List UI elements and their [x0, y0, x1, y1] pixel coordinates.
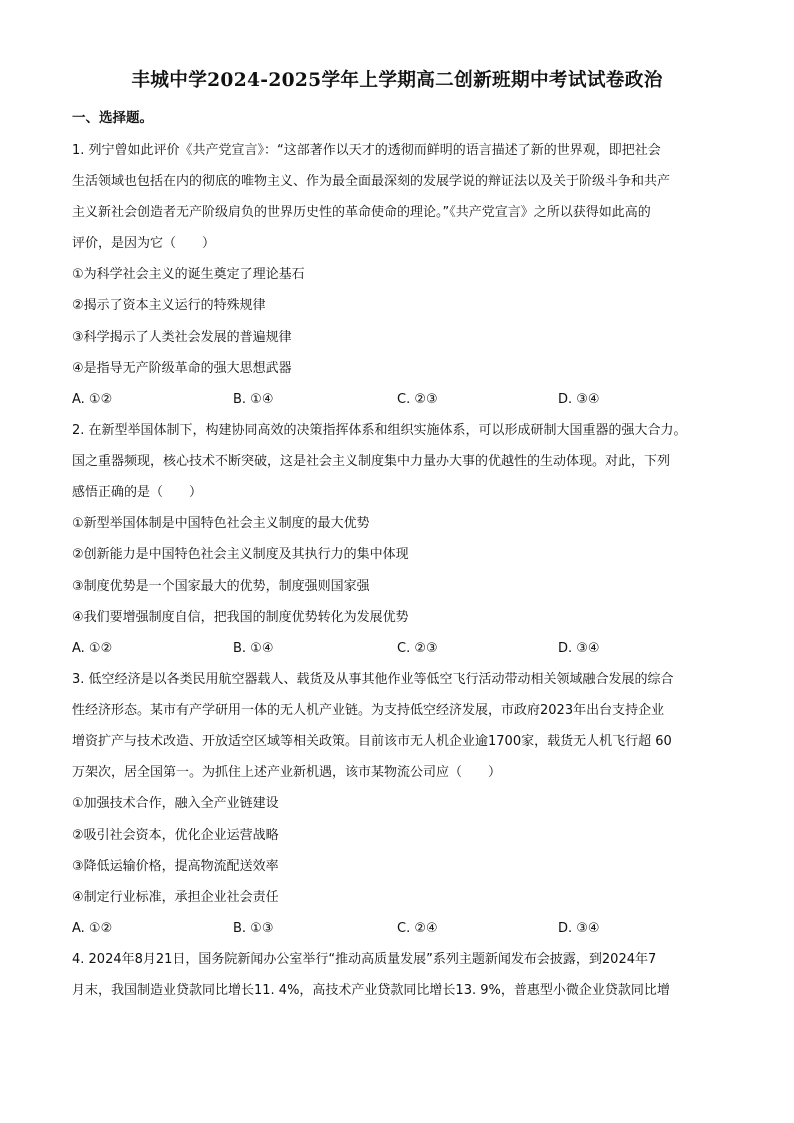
- q3-stem-line-4: 万架次，居全国第一。为抓住上述产业新机遇，该市某物流公司应（ ）: [72, 765, 502, 780]
- q1-options: [72, 391, 732, 409]
- q3-stem-line-2: 性经济形态。某市有产学研用一体的无人机产业链。为支持低空经济发展，市政府2023年出台支持企业: [72, 703, 665, 718]
- q2-stem-line-1: 2. 在新型举国体制下，构建协同高效的决策指挥体系和组织实施体系，可以形成研制大国重器的强大合力。: [72, 423, 687, 438]
- q2-option-c: C. ②③: [397, 641, 438, 656]
- q4-stem-line-1: 4. 2024年8月21日，国务院新闻办公室举行“推动高质量发展”系列主题新闻发布会披露，到2024年7: [72, 952, 657, 967]
- q2-item-2: ②创新能力是中国特色社会主义制度及其执行力的集中体现: [72, 547, 409, 562]
- q1-item-3: ③科学揭示了人类社会发展的普遍规律: [72, 330, 292, 345]
- q3-option-b: B. ①③: [233, 921, 274, 936]
- q3-option-c: C. ②④: [397, 921, 438, 936]
- q1-item-1: ①为科学社会主义的诞生奠定了理论基石: [72, 267, 305, 282]
- q2-item-3: ③制度优势是一个国家最大的优势，制度强则国家强: [72, 579, 370, 594]
- q2-stem-line-3: 感悟正确的是（ ）: [72, 485, 203, 500]
- q3-option-a: A. ①②: [72, 921, 113, 936]
- q3-item-4: ④制定行业标准，承担企业社会责任: [72, 890, 279, 905]
- q1-stem-line-1: 1. 列宁曾如此评价《共产党宣言》：“这部著作以天才的透彻而鲜明的语言描述了新的世界观，即把社会: [72, 143, 661, 158]
- q4-stem-line-2: 月末，我国制造业贷款同比增长11. 4%，高技术产业贷款同比增长13. 9%，普惠型小微企业贷款同比增: [72, 983, 670, 998]
- q1-stem-line-4: 评价，是因为它（ ）: [72, 236, 216, 251]
- q2-item-1: ①新型举国体制是中国特色社会主义制度的最大优势: [72, 516, 370, 531]
- q1-stem-line-2: 生活领域也包括在内的彻底的唯物主义、作为最全面最深刻的发展学说的辩证法以及关于阶级斗争和共产: [72, 174, 671, 189]
- q3-option-d: D. ③④: [558, 921, 600, 936]
- q3-item-2: ②吸引社会资本，优化企业运营战略: [72, 828, 279, 843]
- q2-option-d: D. ③④: [558, 641, 600, 656]
- q2-options: [72, 640, 732, 658]
- q1-item-4: ④是指导无产阶级革命的强大思想武器: [72, 361, 292, 376]
- q1-option-c: C. ②③: [397, 392, 438, 407]
- q1-option-a: A. ①②: [72, 392, 113, 407]
- q1-stem-line-3: 主义新社会创造者无产阶级肩负的世界历史性的革命使命的理论。”《共产党宣言》之所以获得如此高的: [72, 205, 651, 220]
- q2-stem-line-2: 国之重器频现，核心技术不断突破，这是社会主义制度集中力量办大事的优越性的生动体现。对此，下列: [72, 454, 671, 469]
- q3-stem-line-1: 3. 低空经济是以各类民用航空器载人、载货及从事其他作业等低空飞行活动带动相关领域融合发展的综合: [72, 672, 674, 687]
- q2-item-4: ④我们要增强制度自信，把我国的制度优势转化为发展优势: [72, 610, 409, 625]
- q3-options: [72, 920, 732, 938]
- q2-option-a: A. ①②: [72, 641, 113, 656]
- q3-item-3: ③降低运输价格，提高物流配送效率: [72, 859, 279, 874]
- q3-stem-line-3: 增资扩产与技术改造、开放适空区域等相关政策。目前该市无人机企业逾1700家，载货无人机飞行超 60: [72, 734, 672, 749]
- section-heading: 一、选择题。: [72, 110, 153, 126]
- exam-title: 丰城中学2024-2025学年上学期高二创新班期中考试试卷政治: [131, 69, 663, 91]
- q1-option-d: D. ③④: [558, 392, 600, 407]
- q1-item-2: ②揭示了资本主义运行的特殊规律: [72, 298, 266, 313]
- q3-item-1: ①加强技术合作，融入全产业链建设: [72, 796, 279, 811]
- q2-option-b: B. ①④: [233, 641, 274, 656]
- q1-option-b: B. ①④: [233, 392, 274, 407]
